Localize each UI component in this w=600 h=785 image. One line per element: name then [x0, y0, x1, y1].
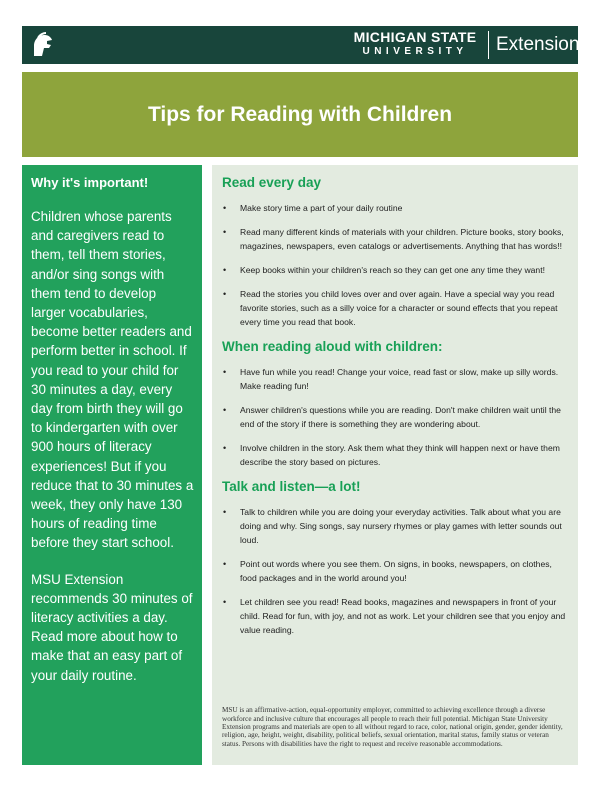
sidebar-heading: Why it's important! — [31, 175, 149, 190]
university-wordmark — [348, 30, 482, 58]
list-item — [222, 557, 568, 585]
header-bar — [22, 26, 578, 64]
tips-list — [222, 365, 568, 469]
bullet-icon: • — [223, 597, 227, 607]
list-item — [222, 441, 568, 469]
section-heading: Read every day — [222, 175, 322, 190]
sidebar-panel — [22, 165, 202, 765]
bullet-icon: • — [223, 227, 227, 237]
tips-list — [222, 201, 568, 329]
page-title: Tips for Reading with Children — [147, 103, 453, 126]
tips-panel — [212, 165, 578, 765]
extension-label: Extension — [496, 34, 580, 55]
bullet-icon: • — [223, 443, 227, 453]
list-item — [222, 225, 568, 253]
tip-text: Let children see you read! Read books, magazines and newspapers in front of your child. Read for fun, with joy, and not as work. Let your children see that you enjoy and value reading. — [240, 597, 566, 635]
bullet-icon: • — [223, 559, 227, 569]
spartan-helmet-icon — [30, 32, 54, 58]
sidebar-paragraph: MSU Extension recommends 30 minutes of literacy activities a day. Read more about how to make that an easy part of your daily routine. — [31, 571, 193, 683]
bullet-icon: • — [223, 405, 227, 415]
list-item — [222, 403, 568, 431]
header-divider — [488, 31, 489, 59]
bullet-icon: • — [223, 367, 227, 377]
sidebar-paragraph: Children whose parents and caregivers read to them, tell them stories, and/or sing songs with them tend to develop larger vocabularies, become better readers and perform better in school. If you read to your child for 30 minutes a day, every day from birth they will go to kindergarten with over 900 hours of literacy experiences! But if you reduce that to 30 minutes a week, they only have 130 hours of reading time before they start school. — [31, 209, 194, 551]
list-item — [222, 595, 568, 637]
tip-text: Make story time a part of your daily routine — [240, 203, 403, 213]
tip-text: Involve children in the story. Ask them what they think will happen next or have them describe the story based on pictures. — [240, 443, 560, 467]
tip-text: Read many different kinds of materials with your children. Picture books, story books, magazines, newspapers, even catalogs or advertisements. Anything that has words!! — [240, 227, 564, 251]
university-name-line2: UNIVERSITY — [362, 46, 468, 57]
list-item — [222, 287, 568, 329]
section-heading: Talk and listen—a lot! — [222, 479, 361, 494]
list-item — [222, 201, 568, 215]
tip-text: Keep books within your children's reach so they can get one any time they want! — [240, 265, 545, 275]
disclaimer-text: MSU is an affirmative-action, equal-opportunity employer, committed to achieving excellence through a diverse workforce and inclusive culture that encourages all people to reach their full potential. Michigan State University Extension programs and materials are open to all without regard to race, color, national origin, gender, gender identity, religion, age, height, weight, disability, political beliefs, sexual orientation, marital status, family status or veteran status. Persons with disabilities have the right to request and receive reasonable accommodations. — [222, 706, 563, 748]
tip-text: Read the stories you child loves over and over again. Have a special way you read favorite stories, such as a silly voice for a character or sound effects that you repeat every time you read that book. — [240, 289, 558, 327]
tip-text: Have fun while you read! Change your voice, read fast or slow, make up silly words. Make reading fun! — [240, 367, 559, 391]
bullet-icon: • — [223, 507, 227, 517]
section-read-every-day — [222, 175, 568, 329]
tip-text: Talk to children while you are doing your everyday activities. Talk about what you are doing and why. Sing songs, say nursery rhymes or play games with letter sounds out loud. — [240, 507, 562, 545]
university-name-line1: MICHIGAN STATE — [353, 29, 477, 45]
bullet-icon: • — [223, 265, 227, 275]
tips-list — [222, 505, 568, 637]
tip-text: Answer children's questions while you are reading. Don't make children wait until the end of the story if there is something they are wondering about. — [240, 405, 561, 429]
section-reading-aloud — [222, 339, 568, 469]
list-item — [222, 505, 568, 547]
bullet-icon: • — [223, 203, 227, 213]
section-heading: When reading aloud with children: — [222, 339, 443, 354]
tip-text: Point out words where you see them. On signs, in books, newspapers, on clothes, food packages and in the world around you! — [240, 559, 552, 583]
section-talk-and-listen — [222, 479, 568, 637]
list-item — [222, 263, 568, 277]
title-banner — [22, 72, 578, 157]
bullet-icon: • — [223, 289, 227, 299]
list-item — [222, 365, 568, 393]
